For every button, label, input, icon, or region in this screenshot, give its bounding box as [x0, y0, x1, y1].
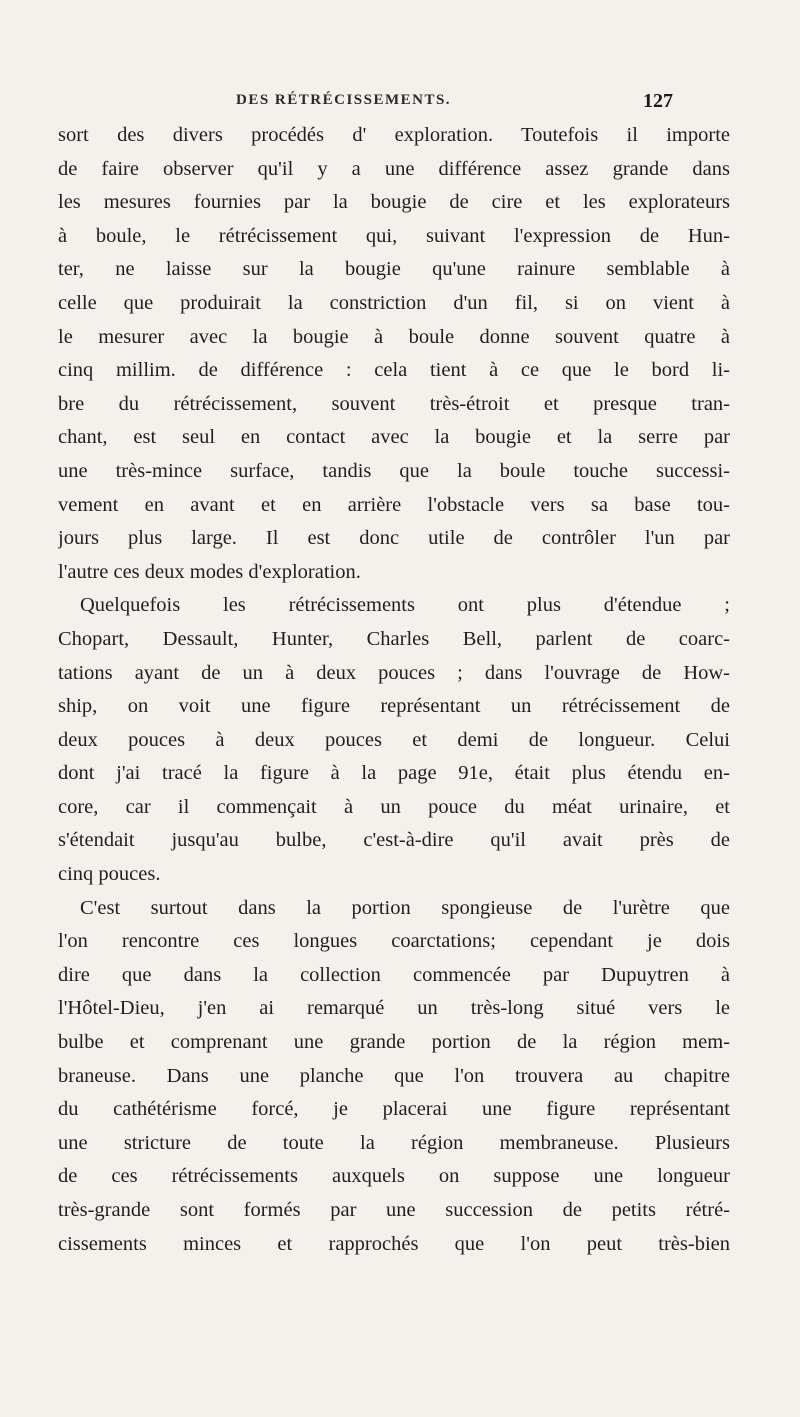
text-line: dire que dans la collection commencée par Dupuytren à	[58, 963, 730, 986]
body-text	[58, 119, 730, 1261]
text-line: vement en avant et en arrière l'obstacle vers sa base tou-	[58, 493, 730, 516]
text-line: une stricture de toute la région membraneuse. Plusieurs	[58, 1131, 730, 1154]
paragraph-first-line: Quelquefois les rétrécissements ont plus d'étendue ;	[80, 594, 730, 617]
text-line: les mesures fournies par la bougie de cire et les explorateurs	[58, 191, 730, 214]
text-line: cissements minces et rapprochés que l'on peut très-bien	[58, 1232, 730, 1255]
text-line: l'Hôtel-Dieu, j'en ai remarqué un très-long situé vers le	[58, 997, 730, 1020]
text-line: de faire observer qu'il y a une différence assez grande dans	[58, 157, 730, 180]
text-line: l'on rencontre ces longues coarctations; cependant je dois	[58, 930, 730, 953]
text-line: une très-mince surface, tandis que la boule touche successi-	[58, 459, 730, 482]
text-line: à boule, le rétrécissement qui, suivant l'expression de Hun-	[58, 224, 730, 247]
running-title: DES RÉTRÉCISSEMENTS.	[236, 92, 452, 108]
text-line: ship, on voit une figure représentant un rétrécissement de	[58, 695, 730, 718]
text-line: chant, est seul en contact avec la bougie et la serre par	[58, 426, 730, 449]
text-line: du cathétérisme forcé, je placerai une figure représentant	[58, 1098, 730, 1121]
text-line: cinq millim. de différence : cela tient à ce que le bord li-	[58, 359, 730, 382]
text-line: jours plus large. Il est donc utile de contrôler l'un par	[58, 527, 730, 550]
text-line: bulbe et comprenant une grande portion de la région mem-	[58, 1031, 730, 1054]
paragraph-last-line: cinq pouces.	[58, 863, 161, 886]
text-line: s'étendait jusqu'au bulbe, c'est-à-dire qu'il avait près de	[58, 829, 730, 852]
paragraph-first-line: C'est surtout dans la portion spongieuse de l'urètre que	[80, 896, 730, 919]
text-line: de ces rétrécissements auxquels on suppose une longueur	[58, 1165, 730, 1188]
text-line: très-grande sont formés par une succession de petits rétré-	[58, 1199, 730, 1221]
paragraph-last-line: l'autre ces deux modes d'exploration.	[58, 560, 361, 583]
page-number: 127	[643, 90, 673, 112]
text-line: bre du rétrécissement, souvent très-étroit et presque tran-	[58, 392, 730, 415]
page-header	[0, 92, 800, 114]
text-line: tations ayant de un à deux pouces ; dans l'ouvrage de How-	[58, 661, 730, 684]
text-line: braneuse. Dans une planche que l'on trouvera au chapitre	[58, 1064, 730, 1087]
text-line: dont j'ai tracé la figure à la page 91e, était plus étendu en-	[58, 762, 730, 785]
text-line: le mesurer avec la bougie à boule donne souvent quatre à	[58, 325, 730, 348]
text-line: Chopart, Dessault, Hunter, Charles Bell, parlent de coarc-	[58, 627, 730, 650]
text-line: deux pouces à deux pouces et demi de longueur. Celui	[58, 728, 730, 751]
text-line: ter, ne laisse sur la bougie qu'une rainure semblable à	[58, 258, 730, 281]
text-line: celle que produirait la constriction d'un fil, si on vient à	[58, 291, 730, 314]
text-line: core, car il commençait à un pouce du méat urinaire, et	[58, 795, 730, 818]
text-line: sort des divers procédés d' exploration. Toutefois il importe	[58, 124, 730, 146]
